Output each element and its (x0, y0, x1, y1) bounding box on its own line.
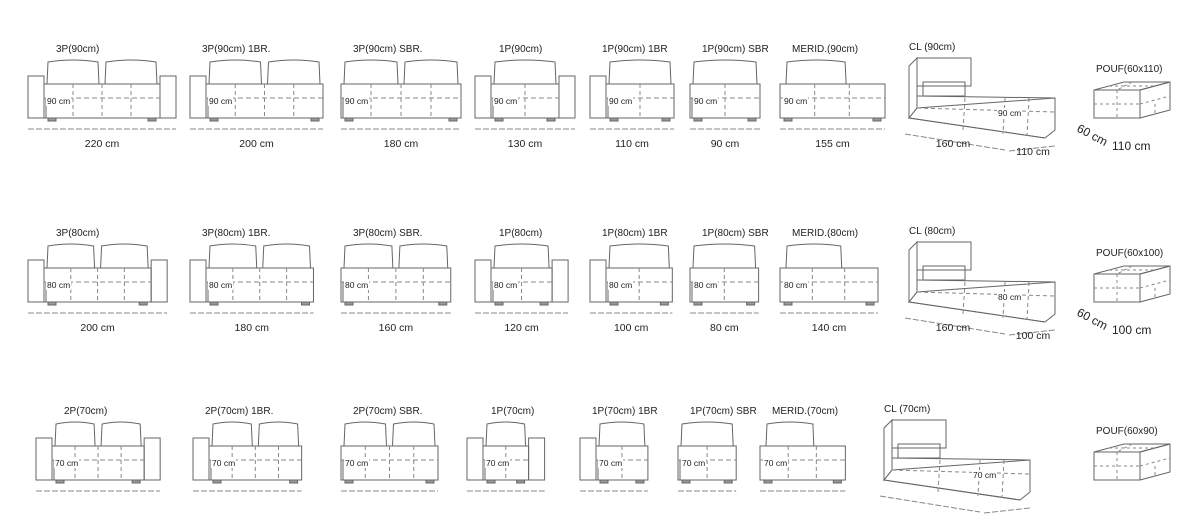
module-label: 1P(70cm) (491, 406, 535, 417)
width-label: 160 cm (378, 322, 414, 334)
module-label: CL (90cm) (909, 42, 956, 53)
module-label: POUF(60x90) (1096, 426, 1158, 437)
width-label: 180 cm (234, 322, 269, 334)
width-label: 130 cm (507, 138, 543, 150)
width-label: 200 cm (80, 322, 115, 334)
module-label: MERID.(70cm) (772, 406, 839, 417)
width-label: 100 cm (1112, 323, 1152, 337)
sofa-drawing (193, 418, 304, 508)
module-label: CL (70cm) (884, 404, 931, 415)
length-label: 160 cm (935, 322, 971, 334)
module-label: CL (80cm) (909, 226, 956, 237)
depth-label: 90 cm (494, 96, 518, 106)
width-label: 120 cm (504, 322, 539, 334)
depth-label: 70 cm (55, 458, 79, 468)
depth-label: 60 cm (1074, 305, 1111, 333)
depth-label: 80 cm (209, 280, 233, 290)
depth-label: 90 cm (345, 96, 369, 106)
module-label: 2P(70cm) 1BR. (205, 406, 274, 417)
width-label: 110 cm (615, 138, 649, 150)
sofa-drawing (475, 56, 577, 146)
depth-label: 70 cm (973, 470, 997, 480)
width-label: 100 cm (613, 322, 649, 334)
depth-label: 90 cm (784, 96, 808, 106)
module-label: 3P(80cm) (56, 228, 100, 239)
depth-label: 80 cm (609, 280, 633, 290)
module-label: 1P(80cm) (499, 228, 543, 239)
depth-label: 80 cm (784, 280, 808, 290)
module-label: 3P(90cm) SBR. (353, 44, 423, 55)
depth-label: 70 cm (486, 458, 510, 468)
depth-label: 70 cm (764, 458, 788, 468)
width-label: 180 cm (383, 138, 419, 150)
module-label: 3P(80cm) SBR. (353, 228, 423, 239)
module-label: 1P(70cm) 1BR (592, 406, 658, 417)
width-label: 200 cm (239, 138, 274, 150)
width-label: 90 cm (710, 138, 740, 150)
depth-label: 80 cm (494, 280, 518, 290)
module-label: POUF(60x100) (1096, 248, 1164, 259)
depth-label: 70 cm (212, 458, 236, 468)
width-label: 110 cm (1016, 146, 1050, 158)
module-label: 1P(70cm) SBR (690, 406, 757, 417)
width-label: 220 cm (84, 138, 120, 150)
module-label: 3P(90cm) (56, 44, 100, 55)
module-label: MERID.(90cm) (792, 44, 859, 55)
depth-label: 90 cm (609, 96, 633, 106)
width-label: 110 cm (1112, 139, 1151, 153)
width-label: 80 cm (710, 322, 739, 334)
depth-label: 70 cm (345, 458, 369, 468)
module-label: POUF(60x110) (1096, 64, 1163, 75)
depth-label: 70 cm (599, 458, 623, 468)
module-label: 1P(90cm) SBR (702, 44, 769, 55)
module-label: 3P(90cm) 1BR. (202, 44, 271, 55)
width-label: 155 cm (815, 138, 850, 150)
depth-label: 80 cm (998, 292, 1022, 302)
module-label: MERID.(80cm) (792, 228, 859, 239)
module-label: 1P(90cm) 1BR (602, 44, 668, 55)
depth-label: 90 cm (998, 108, 1022, 118)
depth-label: 90 cm (47, 96, 71, 106)
depth-label: 90 cm (694, 96, 718, 106)
depth-label: 80 cm (694, 280, 718, 290)
depth-label: 80 cm (345, 280, 369, 290)
sofa-drawing (475, 240, 570, 330)
depth-label: 70 cm (682, 458, 706, 468)
depth-label: 60 cm (1074, 121, 1111, 149)
chaise-longue-drawing (880, 418, 1040, 528)
width-label: 140 cm (811, 322, 847, 334)
module-label: 1P(80cm) 1BR (602, 228, 668, 239)
module-label: 1P(90cm) (499, 44, 543, 55)
module-label: 2P(70cm) (64, 406, 108, 417)
module-label: 2P(70cm) SBR. (353, 406, 423, 417)
module-label: 1P(80cm) SBR (702, 228, 769, 239)
length-label: 160 cm (935, 138, 971, 150)
depth-label: 80 cm (47, 280, 71, 290)
width-label: 100 cm (1015, 330, 1051, 342)
depth-label: 90 cm (209, 96, 233, 106)
module-label: 3P(80cm) 1BR. (202, 228, 271, 239)
